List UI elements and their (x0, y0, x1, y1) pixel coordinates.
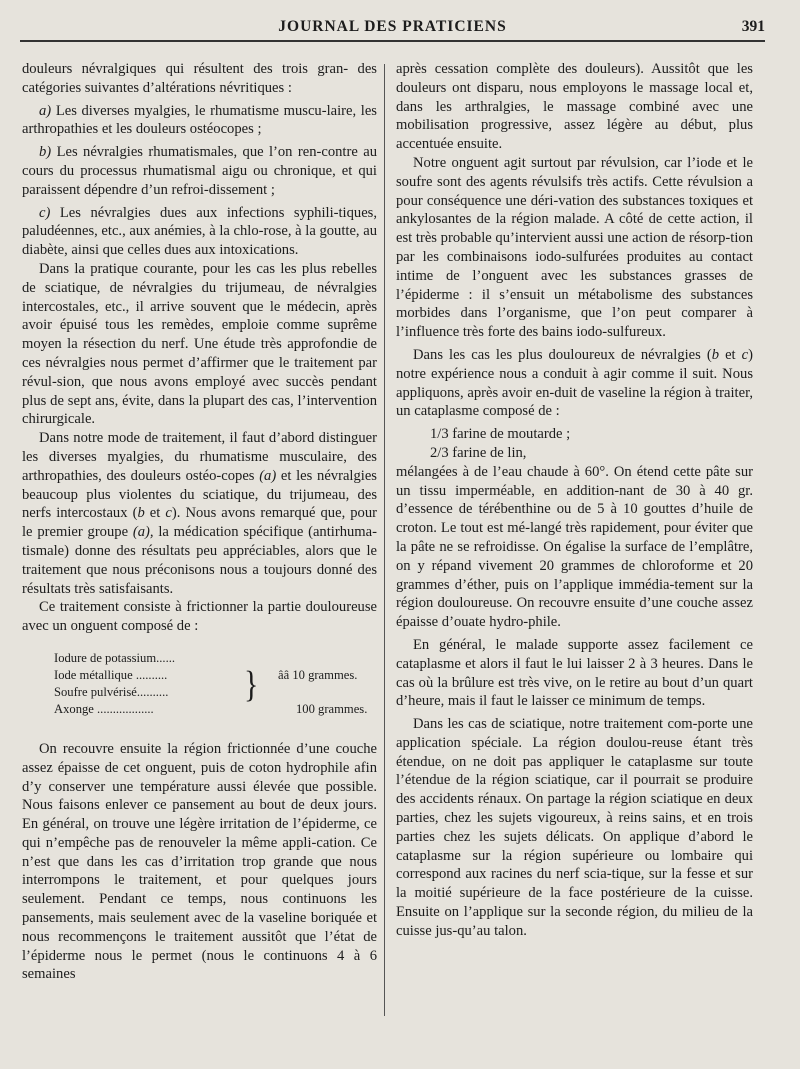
intro-text: douleurs névralgiques qui résultent des trois gran- des catégories suivantes d’altérations névritiques : (22, 61, 377, 96)
paragraph-continuation: après cessation complète des douleurs). Aussitôt que les douleurs ont disparu, nous employons le massage local et, dans les arthralgies, le massage combiné avec une mobilisation progressive, assez légère au début, plus accentuée ensuite. (396, 61, 753, 153)
paragraph-pratique: Dans la pratique courante, pour les cas les plus rebelles de sciatique, de névralgies du trijumeau, de névralgies intercostales, etc., il arrive souvent que le médecin, après avoir épuisé tous les remèdes, emploie comme suprême moyen la résection du nerf. Une étude très approfondie de ces névralgies nous permet d’affirmer que le traitement par révul-sion, que nous avons employé avec succès pendant plus de sept ans, évite, dans la plupart des cas, l’intervention chirurgicale. (22, 260, 377, 428)
paragraph-sciatique: Dans les cas de sciatique, notre traitement com-porte une application spéciale. La région doulou-reuse étant très étendue, on ne doit pas appliquer le cataplasme sur toute l’étendue de la région sciatique, car il pourrait se produire des accidents rénaux. On partage la région sciatique en deux parties, chez les sujets vigoureux, à reins sains, et en trois parties chez les sujets délicats. On applique d’abord le cataplasme sur la région supérieure ou lombaire qui correspond aux racines du nerf scia-tique, sur la fesse et sur la moitié supérieure de la face postérieure de la cuisse. Ensuite on l’applique sur la seconde région, du milieu de la cuisse jus-qu’au talon. (396, 716, 753, 939)
paragraph-douloureux: Dans les cas les plus douloureux de névralgies (b et c) notre expérience nous a conduit à agir comme il suit. Nous appliquons, après avoir en-duit de vaseline la région à traiter, un cataplasme composé de : (396, 346, 754, 420)
cataplasme-item-2: 2/3 farine de lin, (430, 444, 527, 461)
formula-block (22, 650, 377, 728)
paragraph-traitement: Ce traitement consiste à frictionner la partie douloureuse avec un onguent composé de : (22, 599, 377, 635)
paragraph-onguent: Notre onguent agit surtout par révulsion, car l’iode et le soufre sont des agents révulsifs très actifs. Cette révulsion a pour conséquence une déri-vation des substances toxiques et ankylosantes de la région malade. A côté de cette action, il est très probable qu’intervient aussi une action de résorp-tion par les combinaisons iodo-sulfurées produites au contact intime de l’onguent avec les substances grasses de l’épiderme : il s’ensuit un métabolisme des substances morbides dans l’organisme, que l’on peut comparer à l’influence très forte des bains iodo-sulfureux. (396, 154, 753, 341)
right-column (396, 60, 753, 941)
ingredient-iodure: Iodure de potassium...... (54, 650, 176, 665)
paragraph-general: En général, le malade supporte assez facilement ce cataplasme et alors il faut le lui laisser 2 à 3 heures. Dans le cas où la brûlure est très vive, on le retire au bout d’un quart d’heure, mais il faut le laisser ce minimum de temps. (396, 636, 753, 710)
item-b: b) Les névralgies rhumatismales, que l’on ren-contre au cours du processus rhumatismal aigu ou chronique, et qui paraissent dépendre d’un refroi-dissement ; (22, 144, 377, 198)
journal-title: JOURNAL DES PRATICIENS (278, 18, 507, 35)
paragraph-recouvre: On recouvre ensuite la région frictionnée d’une couche assez épaisse de cet onguent, puis de coton hydrophile afin d’y conserver une température aussi élevée que possible. Nous faisons enlever ce pansement au bout de deux jours. En général, on trouve une légère irritation de l’épiderme, ce qui n’empêche pas de renouveler la même appli-cation. Ce n’est que dans les cas d’irritation trop grande que nous interrompons le traitement, et pour quelques jours seulement. Pendant ce temps, nous continuons les pansements, mais seulement avec de la vaseline boriquée et nous recommençons le traitement aussitôt que l’état de l’épiderme nous le permet (nous le continuons 4 à 6 semaines (22, 740, 377, 983)
page-number: 391 (741, 18, 765, 35)
dose-each: ââ 10 grammes. (278, 667, 358, 682)
ingredient-iode: Iode métallique .......... (54, 667, 168, 682)
brace-symbol: } (244, 663, 259, 706)
dose-axonge: 100 grammes. (296, 701, 368, 716)
ingredient-soufre: Soufre pulvérisé.......... (54, 684, 169, 699)
item-a: a) Les diverses myalgies, le rhumatisme muscu-laire, les arthropathies et les douleurs ostéocopes ; (22, 102, 377, 138)
left-column (22, 60, 377, 984)
column-divider (384, 64, 385, 1016)
cataplasme-item-1: 1/3 farine de moutarde ; (430, 426, 571, 443)
ingredient-axonge: Axonge .................. (54, 701, 154, 716)
paragraph-mode: Dans notre mode de traitement, il faut d’abord distinguer les diverses myalgies, du rhumatisme musculaire, des arthropathies, des douleurs ostéo-copes (a) et les névralgies beaucoup plus violentes du sciatique, du trijumeau, des nerfs intercostaux (b et c). Nous avons remarqué que, pour le premier groupe (a), la médication spécifique (antirhuma-tismale) donne des résultats peu appréciables, alors que le traitement que nous préconisons nous a toujours donné des résultats très satisfaisants. (22, 430, 377, 597)
running-header (20, 18, 765, 42)
paragraph-melangees: mélangées à de l’eau chaude à 60°. On étend cette pâte sur un tissu imperméable, en addition-nant de 30 à 40 gr. d’essence de térébenthine ou de 5 à 10 gouttes d’huile de croton. Le tout est mé-langé très rapidement, pour éviter que la pâte ne se refroidisse. On égalise la surface de l’emplâtre, on y répand vivement 20 grammes de chloroforme et 20 grammes d’éther, puis on l’applique immédia-tement sur la région douloureuse. On recouvre ensuite d’une couche assez épaisse d’ouate hydro-phile. (396, 463, 753, 631)
item-c: c) Les névralgies dues aux infections syphili-tiques, paludéennes, etc., aux anémies, à la chlo-rose, à la goutte, au diabète, ainsi que celles dues aux intoxications. (22, 204, 377, 259)
